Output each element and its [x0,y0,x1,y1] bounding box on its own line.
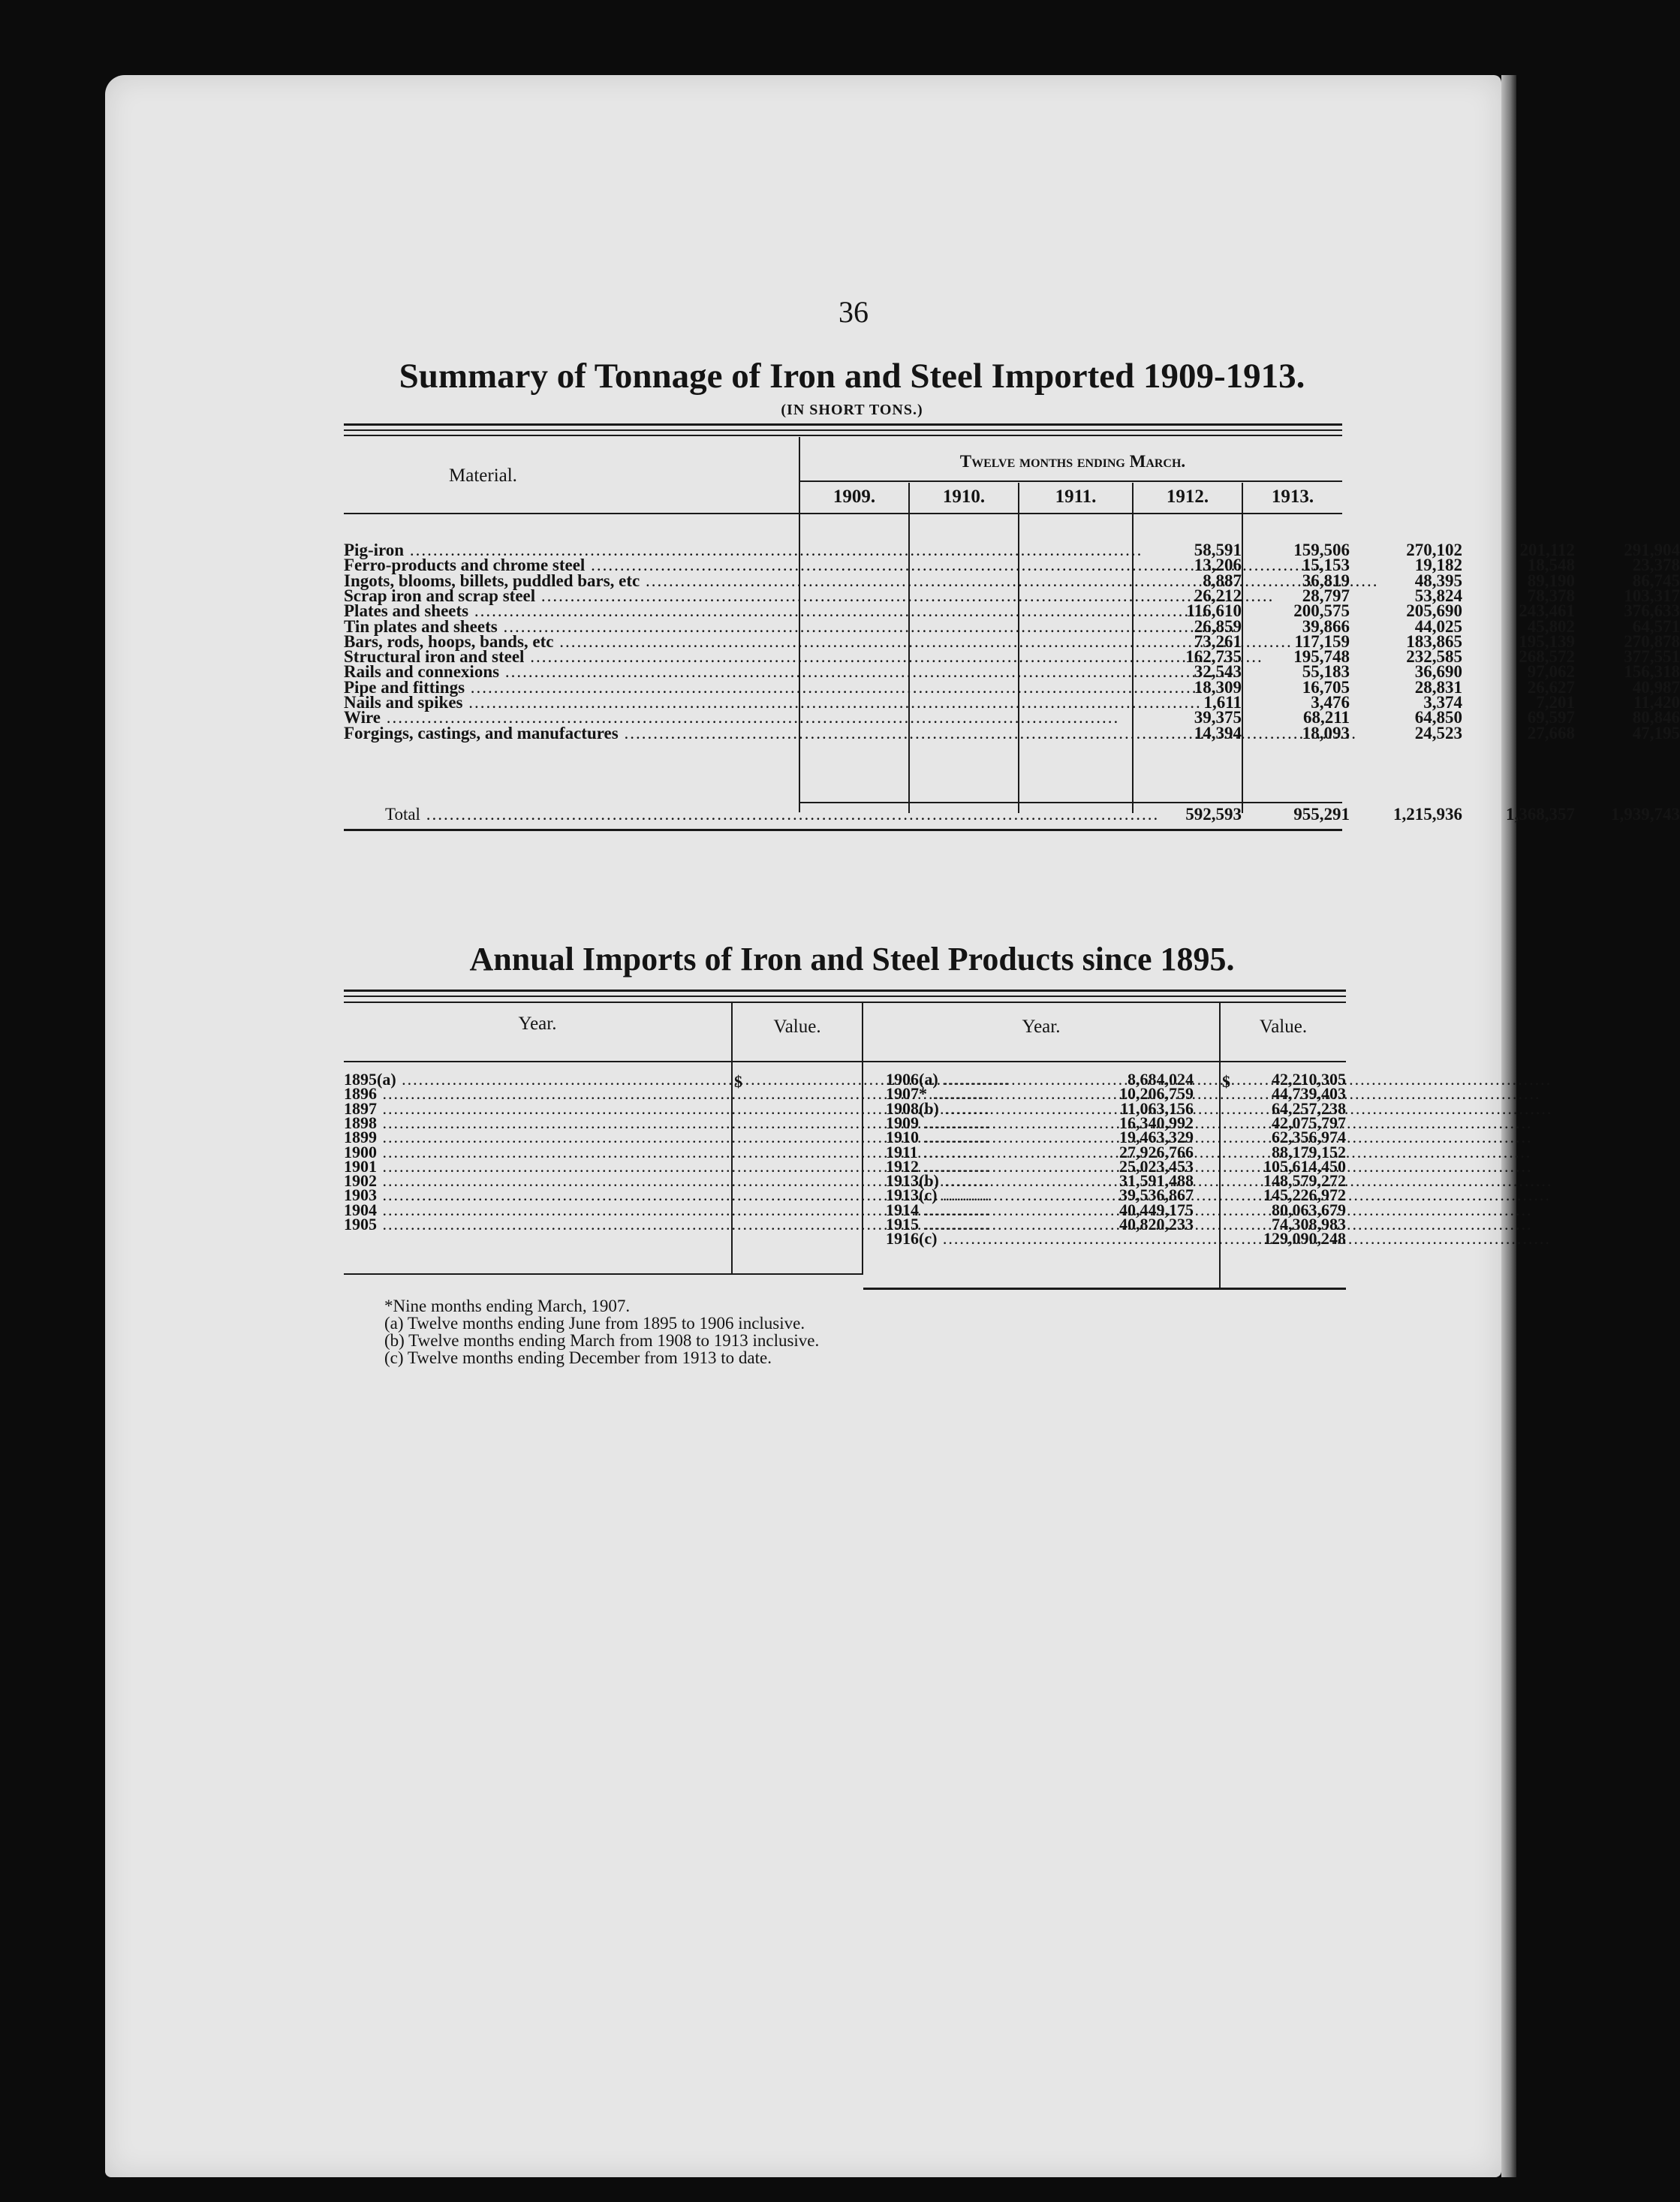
year-label: 1901 ..... [344,1159,727,1173]
material-label: Pipe and fittings ..... [344,680,794,695]
import-value: 80,063,679 [1272,1200,1346,1219]
footnote: (a) Twelve months ending June from 1895 to 1906 inclusive. [384,1314,805,1333]
year-label: 1914 ..... [886,1203,1215,1217]
tonnage-value: 53,824 [1414,586,1462,605]
year-label: 1913(b) ..... [886,1173,1215,1188]
tonnage-value: 78,378 [1527,586,1575,605]
table2-header-rule [344,1061,1346,1062]
tonnage-value: 291,904 [1624,541,1680,559]
tonnage-value: 28,797 [1302,586,1350,605]
table2-value-header-left: Value. [773,1017,821,1037]
tonnage-value: 26,627 [1527,677,1575,697]
table1-subtitle: (IN SHORT TONS.) [781,402,923,418]
tonnage-value: 26,859 [1194,616,1242,636]
total-value: 955,291 [1293,805,1350,824]
tonnage-value: 7,201 [1536,693,1575,712]
material-label: Ingots, blooms, billets, puddled bars, etc ..... [344,574,794,589]
material-label: Nails and spikes ..... [344,695,794,710]
table1-year-header: 1910. [942,486,986,507]
import-value: 40,449,175 [1119,1200,1194,1219]
import-value: 74,308,983 [1272,1215,1346,1234]
table2-value-header-right: Value. [1259,1017,1308,1037]
tonnage-value: 39,375 [1194,708,1242,727]
tonnage-value: 89,190 [1527,571,1575,590]
tonnage-value: 69,597 [1527,708,1575,727]
year-label: 1907* ..... [886,1086,1215,1101]
tonnage-value: 243,461 [1519,601,1575,621]
import-value: 10,206,759 [1119,1084,1194,1104]
tonnage-value: 27,668 [1527,723,1575,743]
tonnage-value: 200,575 [1293,601,1350,621]
tonnage-value: 68,211 [1303,708,1350,727]
table1-top-rule-3 [344,435,1342,436]
tonnage-value: 201,112 [1519,541,1575,559]
tonnage-value: 45,802 [1527,616,1575,636]
tonnage-value: 8,887 [1203,571,1242,590]
tonnage-value: 55,183 [1302,662,1350,682]
table1-title: Summary of Tonnage of Iron and Steel Imported 1909-1913. [399,357,1305,396]
material-label: Tin plates and sheets ..... [344,619,794,634]
tonnage-value: 1,611 [1203,693,1242,712]
year-label: 1909 ..... [886,1116,1215,1130]
table2-title: Annual Imports of Iron and Steel Products since 1895. [469,941,1235,977]
tonnage-value: 117,159 [1294,631,1350,651]
total-label: Total ..... [385,807,794,822]
tonnage-value: 14,394 [1194,723,1242,743]
table2-top-rule-2 [344,996,1346,997]
tonnage-value: 3,374 [1423,693,1462,712]
tonnage-value: 18,309 [1194,677,1242,697]
tonnage-value: 44,025 [1414,616,1462,636]
table2-top-rule-3 [344,1002,1346,1003]
tonnage-value: 39,866 [1302,616,1350,636]
material-label: Wire ..... [344,710,794,725]
tonnage-value: 97,062 [1527,662,1575,682]
tonnage-value: 36,690 [1414,662,1462,682]
tonnage-value: 103,317 [1624,586,1680,605]
tonnage-value: 3,476 [1311,693,1350,712]
material-label: Ferro-products and chrome steel ..... [344,558,794,573]
table1-top-rule-2 [344,429,1342,431]
table1-year-header: 1909. [832,486,876,507]
page-number: 36 [838,295,869,329]
tonnage-value: 156,318 [1624,662,1680,682]
import-value: 88,179,152 [1272,1142,1346,1161]
import-value: 19,463,329 [1119,1128,1194,1147]
import-value: 27,926,766 [1119,1142,1194,1161]
import-value: 11,063,156 [1120,1098,1194,1118]
year-label: 1900 ..... [344,1145,727,1159]
table1-period-header: Twelve months ending March. [959,452,1186,471]
year-label: 1905 ..... [344,1217,727,1231]
tonnage-value: 80,846 [1632,708,1680,727]
tonnage-value: 40,987 [1632,677,1680,697]
tonnage-value: 18,093 [1302,723,1350,743]
table2-year-header-right: Year. [1022,1017,1061,1037]
year-label: 1896 ..... [344,1086,727,1101]
tonnage-value: 64,850 [1414,708,1462,727]
import-value: 31,591,488 [1119,1171,1194,1191]
tonnage-value: 195,748 [1293,647,1350,667]
import-value: 42,075,797 [1272,1113,1346,1132]
tonnage-value: 232,585 [1406,647,1462,667]
year-label: 1902 ..... [344,1173,727,1188]
table1-year-header: 1912. [1166,486,1209,507]
tonnage-value: 16,705 [1302,677,1350,697]
import-value: 40,820,233 [1119,1215,1194,1234]
material-label: Pig-iron ..... [344,543,794,558]
year-label: 1915 ..... [886,1217,1215,1231]
import-value: 25,023,453 [1119,1156,1194,1176]
tonnage-value: 205,690 [1406,601,1462,621]
table1-total-rule [799,802,1342,803]
year-label: 1916(c) ..... [886,1231,1215,1246]
tonnage-value: 116,610 [1186,601,1242,621]
material-label: Structural iron and steel ..... [344,649,794,664]
table2-right-bottom-rule [863,1288,1346,1290]
year-label: 1911 ..... [886,1145,1215,1159]
import-value: 145,226,972 [1263,1185,1346,1205]
table2-top-rule [344,990,1346,992]
tonnage-value: 58,591 [1194,541,1242,559]
table2-left-bottom-rule [344,1273,863,1275]
import-value: 105,614,450 [1263,1156,1346,1176]
table1-year-header: 1913. [1271,486,1314,507]
tonnage-value: 28,831 [1414,677,1462,697]
import-value: 44,739,403 [1272,1084,1346,1104]
table1-total-row [344,805,1680,824]
tonnage-value: 162,735 [1185,647,1242,667]
import-value: 16,340,992 [1119,1113,1194,1132]
tonnage-value: 64,571 [1632,616,1680,636]
tonnage-value: 19,182 [1414,556,1462,575]
total-value: 592,593 [1185,805,1242,824]
table2-year-header-left: Year. [518,1014,557,1034]
total-value: 1,939,743 [1611,805,1680,824]
tonnage-value: 183,865 [1406,631,1462,651]
import-value: 62,356,974 [1272,1128,1346,1147]
table1-top-rule [344,423,1342,426]
tonnage-value: 86,745 [1632,571,1680,590]
material-label: Forgings, castings, and manufactures ..... [344,726,794,741]
material-label: Rails and connexions ..... [344,664,794,679]
table2-row [886,1229,1347,1249]
tonnage-value: 24,523 [1414,723,1462,743]
year-label: 1903 ..... [344,1188,727,1202]
footnote: (b) Twelve months ending March from 1908 to 1913 inclusive. [384,1331,820,1350]
tonnage-value: 36,819 [1302,571,1350,590]
tonnage-value: 73,261 [1194,631,1242,651]
tonnage-value: 15,153 [1302,556,1350,575]
year-label: 1897 ..... [344,1101,727,1116]
year-label: 1906(a) ..... [886,1072,1215,1086]
tonnage-value: 270,102 [1406,541,1462,559]
tonnage-value: 11,420 [1633,693,1680,712]
table1-bottom-rule [344,829,1342,831]
tonnage-value: 18,548 [1527,556,1575,575]
tonnage-value: 268,572 [1519,647,1575,667]
import-value: 64,257,238 [1272,1098,1346,1118]
year-label: 1908(b) ..... [886,1101,1215,1116]
table2-currency-left: $ [734,1072,742,1091]
material-label: Plates and sheets ..... [344,604,794,619]
tonnage-value: 32,543 [1194,662,1242,682]
tonnage-value: 159,506 [1293,541,1350,559]
import-value: 148,579,272 [1263,1171,1346,1191]
table1-row [344,723,1680,743]
import-value: 129,090,248 [1263,1229,1346,1249]
table2-currency-right: $ [1222,1072,1230,1091]
total-value: 1,215,936 [1393,805,1462,824]
table1-period-rule [799,480,1342,482]
tonnage-value: 13,206 [1194,556,1242,575]
year-label: 1912 ..... [886,1159,1215,1173]
import-value: 42,210,305 [1272,1070,1346,1089]
year-label: 1910 ..... [886,1130,1215,1144]
year-label: 1904 ..... [344,1203,727,1217]
tonnage-value: 26,212 [1194,586,1242,605]
tonnage-value: 47,195 [1632,723,1680,743]
tonnage-value: 270,878 [1624,631,1680,651]
year-label: 1899 ..... [344,1130,727,1144]
table1-year-header: 1911. [1055,486,1097,507]
tonnage-value: 376,633 [1624,601,1680,621]
table1-header-rule [344,513,1342,514]
import-value: 39,536,867 [1119,1185,1194,1205]
year-label: 1898 ..... [344,1116,727,1130]
total-value: 1,368,357 [1506,805,1575,824]
import-value: 8,684,024 [1128,1070,1194,1089]
tonnage-value: 48,395 [1414,571,1462,590]
tonnage-value: 195,139 [1519,631,1575,651]
material-label: Scrap iron and scrap steel ..... [344,589,794,604]
year-label: 1895(a) ..... [344,1072,727,1086]
footnote: *Nine months ending March, 1907. [384,1297,631,1315]
material-label: Bars, rods, hoops, bands, etc ..... [344,634,794,649]
year-label: 1913(c) ..... [886,1188,1215,1202]
footnote: (c) Twelve months ending December from 1913 to date. [384,1348,772,1367]
tonnage-value: 377,551 [1624,647,1680,667]
table1-material-header: Material. [449,465,517,486]
tonnage-value: 23,378 [1632,556,1680,575]
